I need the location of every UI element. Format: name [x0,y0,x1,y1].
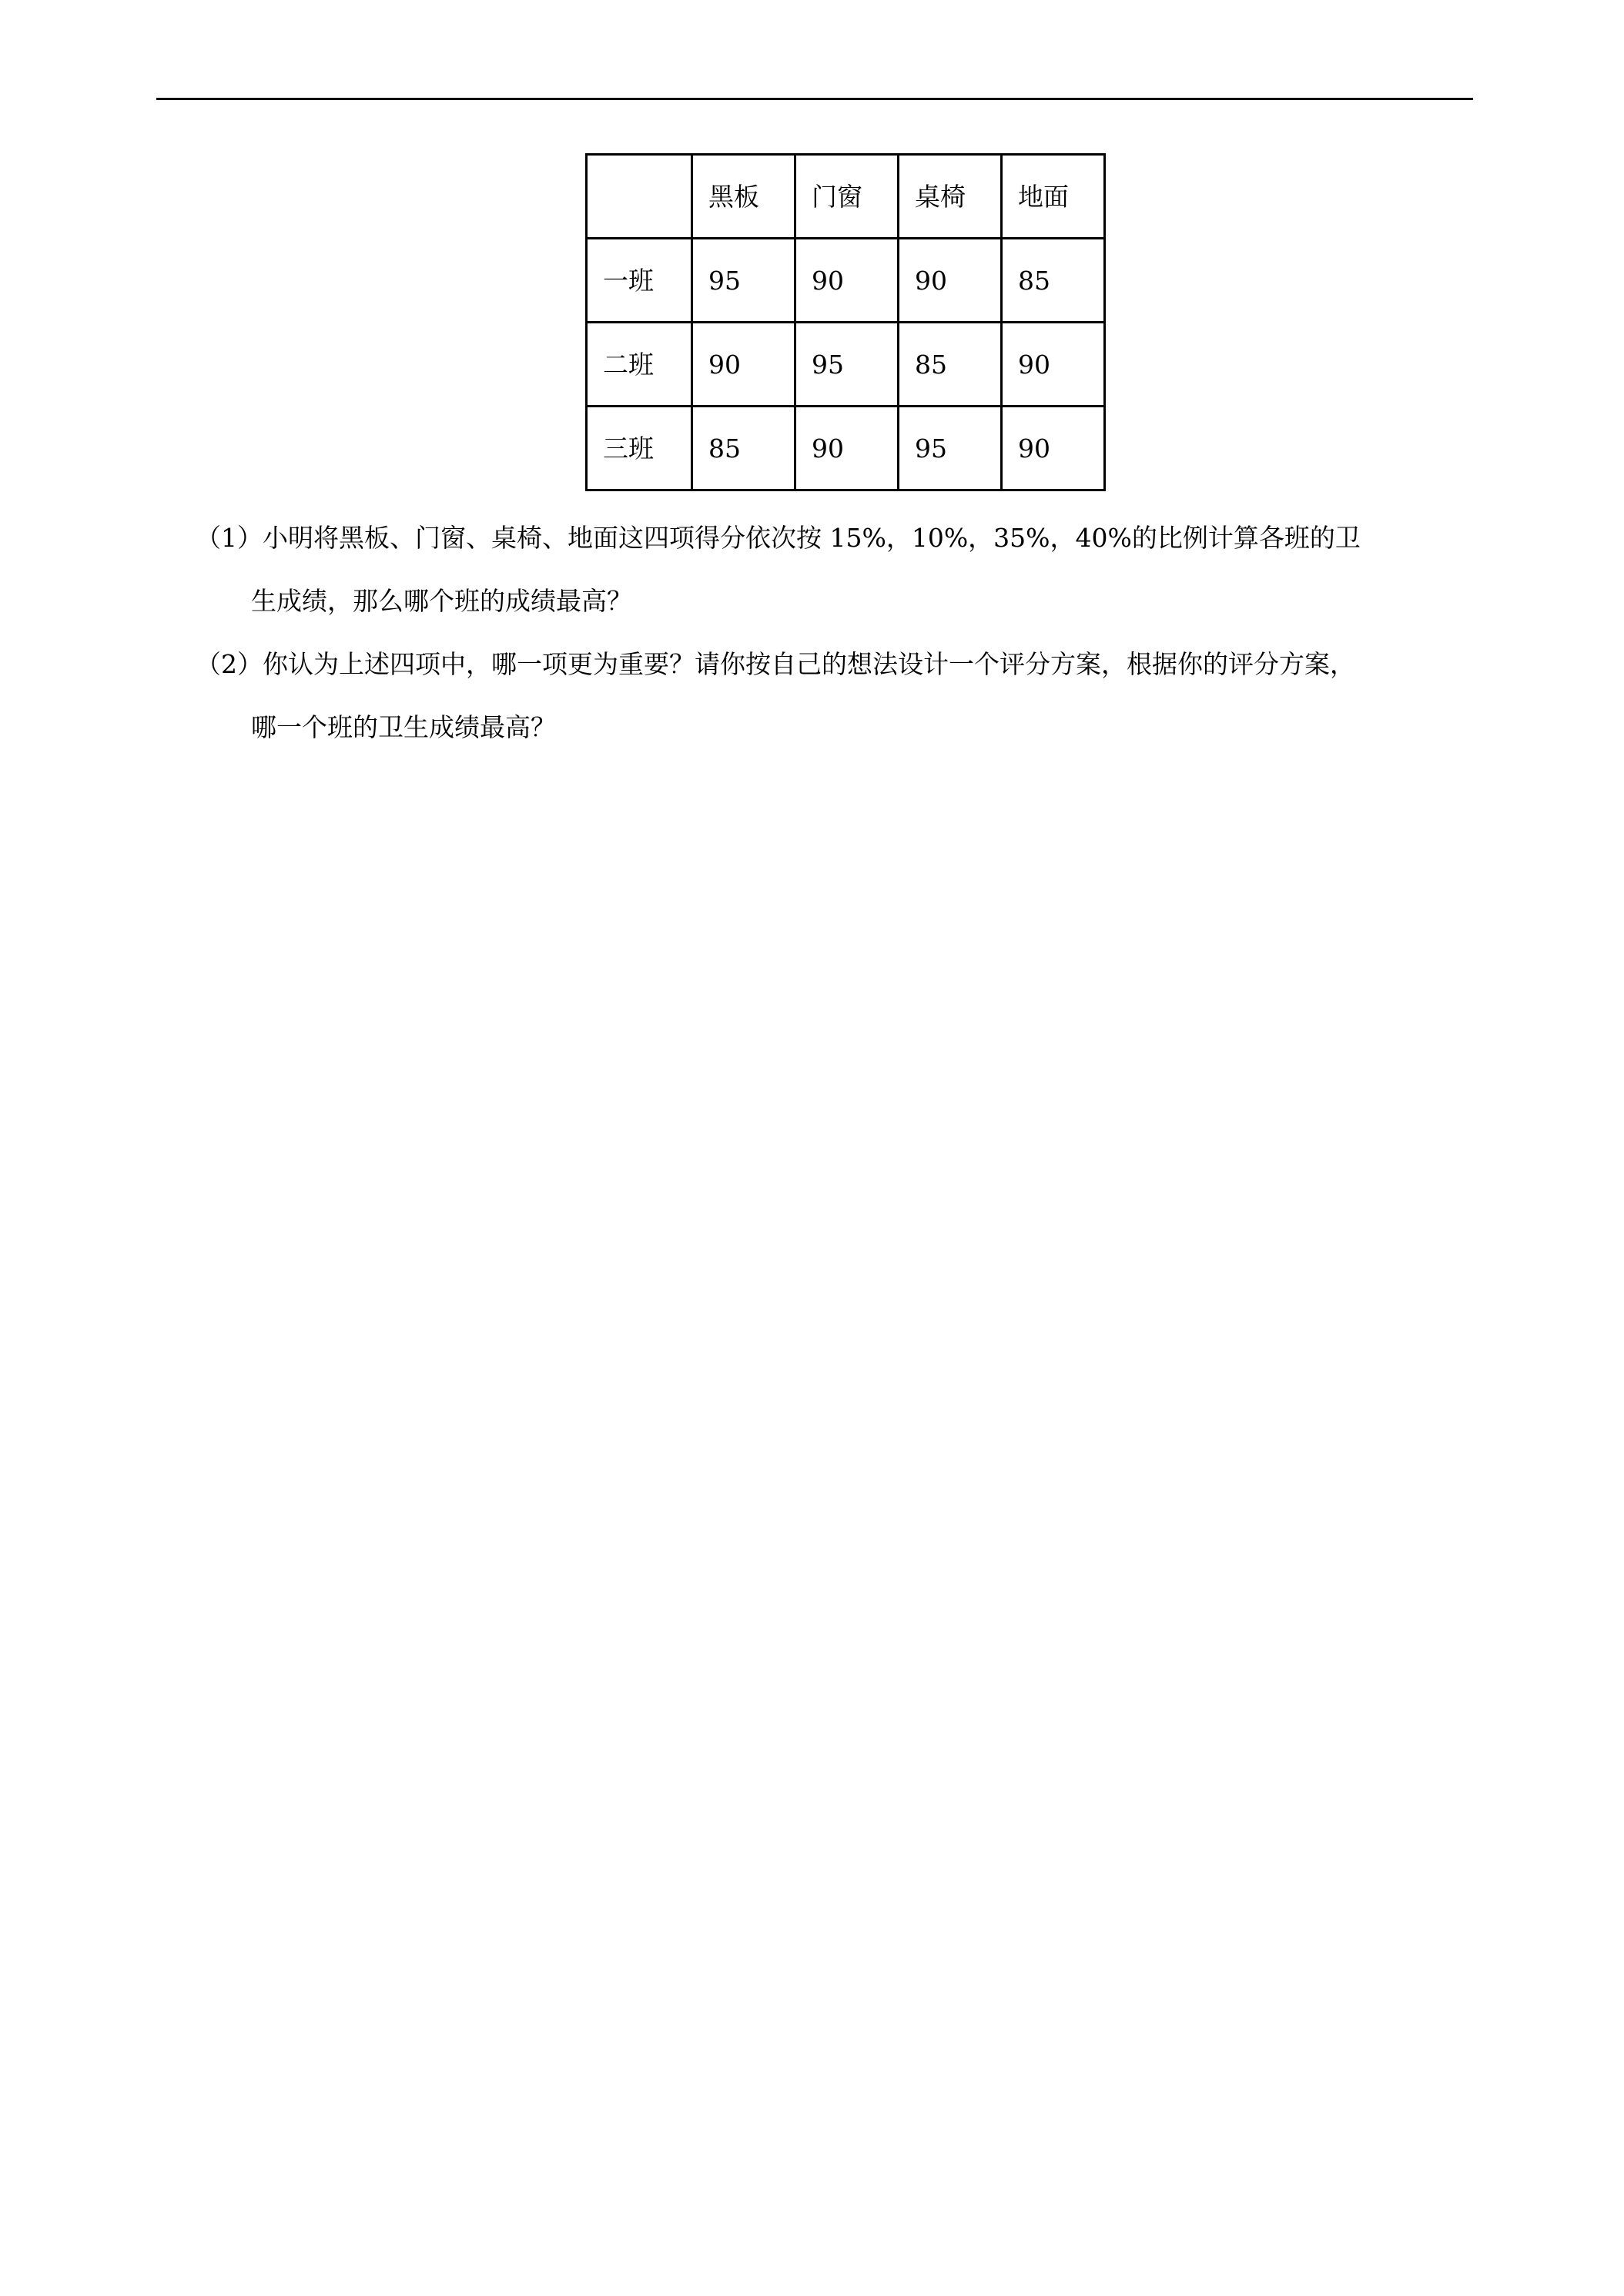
row-label: 三班 [587,407,692,490]
column-header: 桌椅 [899,155,1002,239]
column-header: 地面 [1002,155,1105,239]
table-cell: 90 [795,407,899,490]
table-cell: 95 [692,239,795,323]
table-cell: 95 [795,323,899,407]
column-header: 黑板 [692,155,795,239]
table-cell: 90 [899,239,1002,323]
table-cell: 90 [795,239,899,323]
table-header-row [587,155,1105,239]
table-cell: 85 [1002,239,1105,323]
question-2-continuation: 哪一个班的卫生成绩最高？ [251,712,556,742]
question-text: 你认为上述四项中，哪一项更为重要？请你按自己的想法设计一个评分方案，根据你的评分方案， [263,649,1355,679]
column-header: 门窗 [795,155,899,239]
question-1-continuation: 生成绩，那么哪个班的成绩最高？ [251,586,632,616]
header-rule [156,98,1473,100]
question-number: （2） [196,649,263,679]
row-label: 二班 [587,323,692,407]
table-cell: 90 [1002,323,1105,407]
row-label: 一班 [587,239,692,323]
table-row [587,323,1105,407]
question-number: （1） [196,523,263,553]
table-row [587,407,1105,490]
question-1 [196,525,1474,551]
table-cell: 90 [1002,407,1105,490]
table-row [587,239,1105,323]
question-2 [196,651,1474,677]
table-cell: 95 [899,407,1002,490]
table-cell: 90 [692,323,795,407]
table-cell: 85 [692,407,795,490]
score-table [585,153,1106,491]
table-cell: 85 [899,323,1002,407]
table-corner-cell [587,155,692,239]
question-text: 小明将黑板、门窗、桌椅、地面这四项得分依次按 15%，10%，35%，40%的比例计算各班的卫 [263,523,1361,553]
